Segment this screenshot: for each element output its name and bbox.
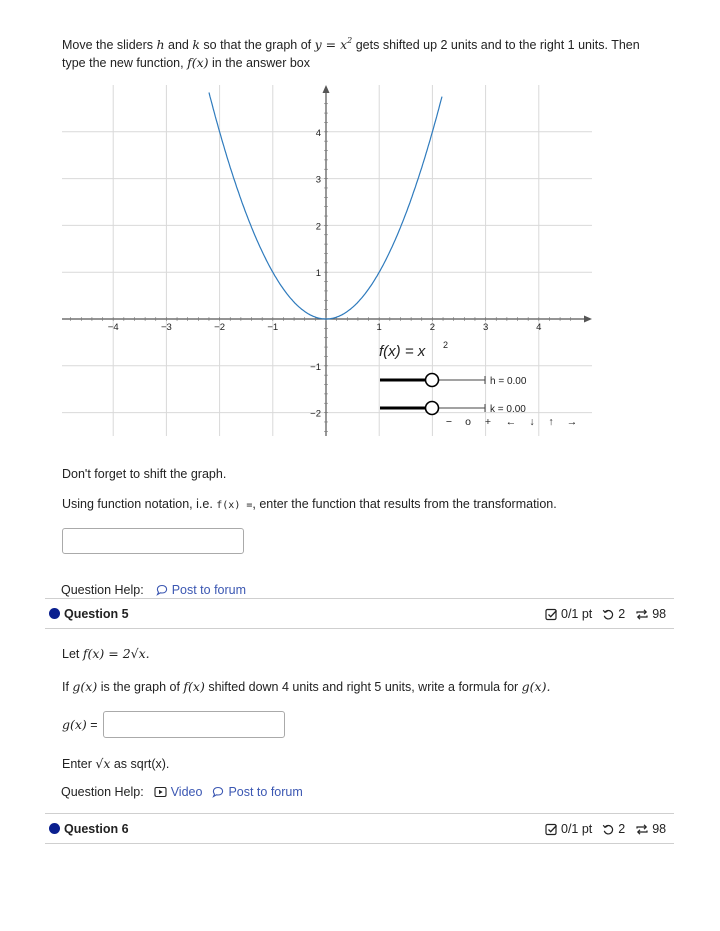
q5-question-help: Question Help: Video Post to forum <box>61 785 303 799</box>
x-tick-label: 1 <box>376 322 382 333</box>
divider <box>45 813 674 814</box>
q5-question-text: If g(x) is the graph of f(x) shifted down 4 units and right 5 units, write a formula for g(x). <box>62 679 551 694</box>
graph-control-button[interactable]: ↑ <box>548 416 554 428</box>
attempts-icon <box>635 823 649 836</box>
question-6-attempts: 98 <box>652 822 667 836</box>
y-tick-label: −1 <box>310 361 321 373</box>
retry-icon <box>602 823 615 836</box>
question-5-title: Question 5 <box>64 607 129 621</box>
axis-tick-labels <box>108 128 542 420</box>
function-label <box>379 340 448 360</box>
x-tick-label: −2 <box>214 322 226 333</box>
divider <box>45 628 674 629</box>
q4-question-help: Question Help: Post to forum <box>61 583 247 597</box>
retry-icon <box>602 608 615 621</box>
q5-post-to-forum-link[interactable]: Post to forum <box>212 785 302 799</box>
divider <box>45 598 674 599</box>
q4-post-to-forum-link[interactable]: Post to forum <box>156 583 246 597</box>
q4-prompt: Move the sliders h and k so that the graph of $y = x^2$ gets shifted up 2 units and to the right 1 units. Then type the new function, f(x) in the answer box <box>62 35 640 70</box>
x-tick-label: −3 <box>160 322 172 333</box>
question-6-retries: 2 <box>618 822 626 836</box>
q4-answer-input[interactable] <box>62 528 244 554</box>
graph-control-button[interactable]: → <box>566 416 578 428</box>
graph-control-button[interactable]: − <box>445 416 453 428</box>
slider-h-value: h = 0.00 <box>490 376 527 387</box>
function-label-text: f(x) = x <box>379 343 426 360</box>
slider-h-handle[interactable] <box>426 374 439 387</box>
graph-control-button[interactable]: ← <box>505 416 517 428</box>
question-6-title: Question 6 <box>64 822 129 836</box>
x-tick-label: 2 <box>429 322 436 333</box>
video-icon <box>154 786 167 798</box>
checkbox-score-icon <box>545 823 558 836</box>
q5-let-statement: Let f(x) = 2√x. <box>62 646 150 661</box>
question-5-score: 0/1 pt <box>561 607 593 621</box>
slider-k-value: k = 0.00 <box>490 404 526 415</box>
y-tick-label: 2 <box>315 221 321 233</box>
q5-video-link[interactable]: Video <box>154 785 203 799</box>
q5-g-label: g(x) = <box>62 717 98 732</box>
notation-instruction: Using function notation, i.e. f(x) =, enter the function that results from the transformation. <box>62 497 557 511</box>
graph-control-button[interactable]: o <box>465 416 471 428</box>
graph-controls <box>446 416 577 428</box>
question-5-meta <box>545 607 666 621</box>
checkbox-score-icon <box>545 608 558 621</box>
y-tick-label: −2 <box>310 408 321 420</box>
y-axis-arrow <box>323 85 330 93</box>
q5-answer-input[interactable] <box>103 711 285 738</box>
y-tick-label: 4 <box>315 127 321 139</box>
shift-reminder: Don't forget to shift the graph. <box>62 467 227 481</box>
question-6-meta <box>545 822 666 836</box>
slider-k-handle[interactable] <box>426 402 439 415</box>
x-tick-label: −4 <box>107 322 119 333</box>
q5-sqrt-hint: Enter √x as sqrt(x). <box>62 756 170 771</box>
attempts-icon <box>635 608 649 621</box>
x-tick-label: 3 <box>482 322 489 333</box>
question-5-status-dot <box>49 608 60 619</box>
x-axis-arrow <box>584 316 592 323</box>
function-label-exponent: 2 <box>443 340 449 350</box>
x-tick-label: −1 <box>267 322 279 333</box>
graph-control-button[interactable]: + <box>484 416 492 428</box>
speech-bubble-icon <box>156 584 168 596</box>
question-5-retries: 2 <box>618 607 626 621</box>
y-tick-label: 3 <box>315 174 321 186</box>
question-6-status-dot <box>49 823 60 834</box>
question-6-score: 0/1 pt <box>561 822 593 836</box>
divider <box>45 843 674 844</box>
slider-h[interactable] <box>380 374 527 388</box>
question-5-attempts: 98 <box>652 607 667 621</box>
speech-bubble-icon <box>212 786 224 798</box>
x-tick-label: 4 <box>536 322 542 333</box>
graph-control-button[interactable]: ↓ <box>529 416 535 428</box>
equation-y-x2: $y = x^2$ <box>314 35 353 52</box>
y-tick-label: 1 <box>315 268 321 280</box>
